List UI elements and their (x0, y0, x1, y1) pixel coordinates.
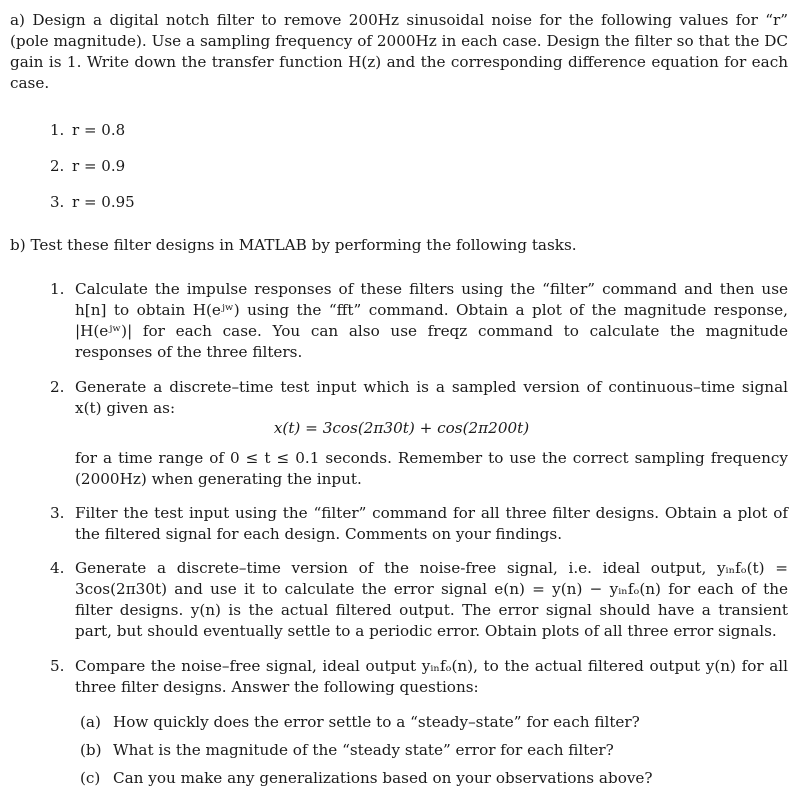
question-text: Can you make any generalizations based on your observations above? (113, 769, 653, 787)
task-text: Calculate the impulse responses of these filters using the “filter” command and then use h[n] to obtain H(eʲʷ) using the “fft” command. Obtain a plot of the magnitude response, |H(eʲʷ)| for each case. You can also use freqz command to calculate the magnitude responses of the three filters. (75, 280, 788, 361)
r-value-item (50, 121, 125, 139)
equation: x(t) = 3cos(2π30t) + cos(2π200t) (273, 419, 530, 437)
r-value-item-text: r = 0.95 (72, 193, 135, 211)
r-value-item-number: 1. (50, 121, 65, 139)
r-value-item-text: r = 0.9 (72, 157, 126, 175)
task-item (50, 503, 788, 545)
question-label: (b) (80, 741, 102, 759)
task-number: 1. (50, 280, 65, 298)
task-followup (50, 448, 788, 490)
question-text: How quickly does the error settle to a “steady–state” for each filter? (113, 713, 640, 731)
task-item (50, 656, 788, 698)
task-item (50, 279, 788, 363)
r-value-item (50, 193, 135, 211)
part-a-intro: a) Design a digital notch filter to remove 200Hz sinusoidal noise for the following values for “r” (pole magnitude). Use a sampling frequency of 2000Hz in each case. Design the filter so that the DC gain is 1. Write down the transfer function H(z) and the corresponding difference equation for each case. (10, 11, 788, 92)
question-item (80, 769, 653, 787)
task-followup-text: for a time range of 0 ≤ t ≤ 0.1 seconds. Remember to use the correct sampling frequency (2000Hz) when generating the input. (75, 449, 788, 488)
task-text: Compare the noise–free signal, ideal output yᵢₙfₒ(n), to the actual filtered output y(n) for all three filter designs. Answer the following questions: (75, 657, 788, 696)
question-label: (c) (80, 769, 101, 787)
task-item (50, 377, 788, 419)
part-b-intro: b) Test these filter designs in MATLAB by performing the following tasks. (10, 236, 577, 254)
task-number: 3. (50, 504, 65, 522)
task-number: 2. (50, 378, 65, 396)
r-value-item-number: 3. (50, 193, 65, 211)
r-value-item-text: r = 0.8 (72, 121, 126, 139)
task-text: Filter the test input using the “filter” command for all three filter designs. Obtain a plot of the filtered signal for each design. Comments on your findings. (75, 504, 788, 543)
task-number: 5. (50, 657, 65, 675)
task-text: Generate a discrete–time test input which is a sampled version of continuous–time signal x(t) given as: (75, 378, 788, 417)
question-label: (a) (80, 713, 101, 731)
task-text: Generate a discrete–time version of the noise-free signal, i.e. ideal output, yᵢₙfₒ(t) = 3cos(2π30t) and use it to calculate the error signal e(n) = y(n) − yᵢₙfₒ(n) for each of the filter designs. y(n) is the actual filtered output. The error signal should have a transient part, but should eventually settle to a periodic error. Obtain plots of all three error signals. (75, 559, 788, 640)
task-number: 4. (50, 559, 65, 577)
r-value-item (50, 157, 125, 175)
question-item (80, 741, 614, 759)
question-text: What is the magnitude of the “steady state” error for each filter? (113, 741, 614, 759)
r-value-item-number: 2. (50, 157, 65, 175)
question-item (80, 713, 640, 731)
task-item (50, 558, 788, 642)
